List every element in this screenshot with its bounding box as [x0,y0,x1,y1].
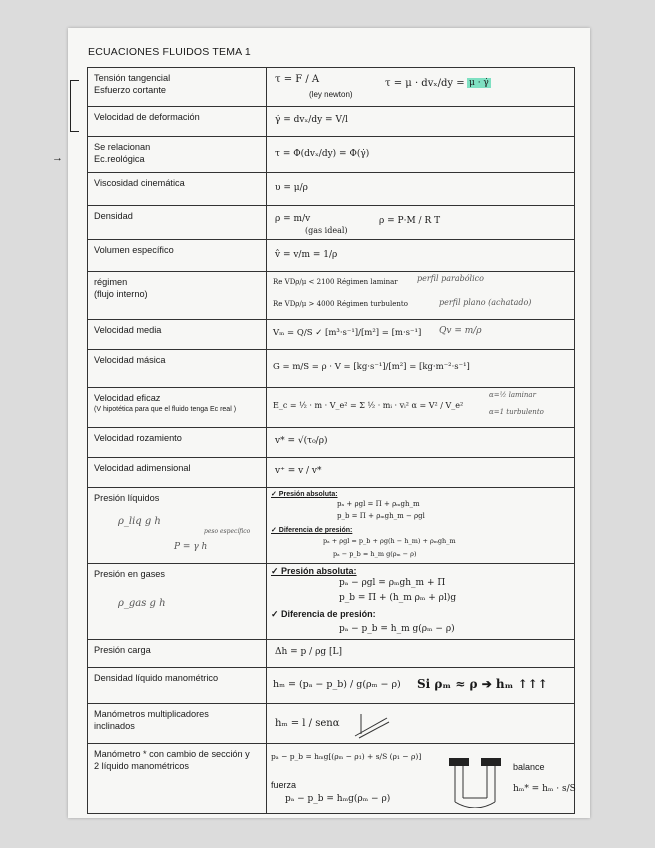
row-label: Velocidad adimensional [88,458,267,487]
handwritten-note-3: peso específico [204,528,251,535]
formula-1: Δh = p / ρg [L] [275,647,342,657]
table-row-dimensionless-velocity [87,458,575,488]
formula-1: Re VDρ/μ < 2100 Régimen laminar [273,278,398,286]
formula-1: E_c = ½ · m · V_e² = Σ ½ · mᵢ · vᵢ² α = V² / V_e² [273,401,464,410]
row-content [267,107,574,136]
table-row-head-pressure [87,640,575,668]
row-content [267,350,574,387]
row-label [88,388,267,427]
table-row-mass-velocity [87,350,575,388]
formula-1: τ = Φ(dvₓ/dy) = Φ(γ̇) [275,149,370,159]
table-row-deformation [87,107,575,137]
equation-3: pₐ + ρgl = p_b + ρg(h − h_m) + ρₘgh_m [323,537,456,545]
row-label: régimen (flujo interno) [88,272,267,319]
row-content [267,137,574,172]
heading-pressure-difference: ✓ Diferencia de presión: [271,609,376,619]
row-content [267,240,574,271]
formula-2: τ = μ · dvₓ/dy = [385,78,465,89]
table-row-effective-velocity [87,388,575,428]
formula-1: pₐ − p_b = hₘg[(ρₘ − ρ₁) + s/S (ρ₁ − ρ)] [271,752,422,761]
table-row-two-liquid-manometer [87,744,575,814]
handwritten-note-1: Qv = m/ρ [439,326,482,336]
row-label: Manómetro * con cambio de sección y 2 líquido manométricos [88,744,267,813]
row-content [267,320,574,349]
formula-2: Re VDρ/μ > 4000 Régimen turbulento [273,300,408,308]
table-row-manometric-density [87,668,575,704]
formula-1: v* = √(τ₀/ρ) [275,436,328,446]
row-label: Densidad líquido manométrico [88,668,267,703]
handwritten-note-1: ρ_liq g h [118,516,161,527]
row-content [267,744,574,813]
formula-1: hₘ = l / senα [275,718,340,729]
row-content [267,668,574,703]
equation-4: pₐ − p_b = h_m g(ρₘ − ρ) [333,550,417,558]
handwritten-note-2: perfil plano (achatado) [439,298,532,307]
table-row-kinematic-viscosity [87,173,575,206]
handwritten-note-1: α=½ laminar [489,391,536,399]
equation-2: p_b = Π + (h_m ρₘ + ρl)g [339,593,457,603]
table-row-mean-velocity [87,320,575,350]
equation-1: pₐ + ρgl = Π + ρₘgh_m [337,500,420,508]
row-label: Presión líquidos [88,488,267,563]
document-title: ECUACIONES FLUIDOS TEMA 1 [88,46,251,58]
formula-1: ρ = m/v [275,214,311,224]
row-label: Densidad [88,206,267,239]
formula-label: fuerza [271,780,297,790]
row-label: Presión en gases [88,564,267,639]
handwritten-note-2: P = γ h [174,542,208,552]
equation-2: p_b = Π + ρₘgh_m − ρgl [337,512,425,520]
row-label: Manómetros multiplicadores inclinados [88,704,267,743]
handwritten-note-2: α=1 turbulento [489,408,544,416]
row-label: Viscosidad cinemática [88,173,267,205]
row-content [267,428,574,457]
row-label-note: (V hipotética para que el fluido tenga Ec real ) [94,406,237,413]
table-row-inclined-manometer [87,704,575,744]
manometer-diagram [445,752,505,808]
formula-1: τ = F / A [275,74,320,85]
row-content [267,640,574,667]
table-row-shear-stress [87,67,575,107]
row-label: Tensión tangencial Esfuerzo cortante [88,68,267,106]
heading-absolute-pressure: ✓ Presión absoluta: [271,491,338,498]
row-content [267,564,574,639]
equation-3: pₐ − p_b = h_m g(ρₘ − ρ) [339,624,455,634]
inclined-tube-diagram [351,710,391,740]
row-label: Presión carga [88,640,267,667]
formula-note: (ley newton) [309,90,353,99]
table-row-gas-pressure [87,564,575,640]
formula-1: v̂ = v/m = 1/ρ [275,250,338,260]
handwritten-note-1: perfil parabólico [417,274,484,283]
row-content [267,488,574,563]
formula-highlight: μ · γ̇ [469,78,489,88]
formula-1: υ = μ/ρ [275,183,308,193]
row-content [267,206,574,239]
heading-pressure-difference: ✓ Diferencia de presión: [271,527,353,534]
row-label: Velocidad media [88,320,267,349]
formula-2: Si ρₘ ≈ ρ ➔ hₘ ↑↑↑ [417,677,548,691]
formula-1: G = m/S = ρ · V = [kg·s⁻¹]/[m²] = [kg·m⁻²·s⁻¹] [273,362,470,372]
table-row-regime [87,272,575,320]
formula-2: ρ = P·M / R T [379,216,441,226]
row-content [267,68,574,106]
table-row-rheological [87,137,575,173]
formula-2: pₐ − p_b = hₘg(ρₘ − ρ) [285,794,391,804]
margin-arrow-mark: → [52,152,63,164]
equation-1: pₐ − ρgl = ρₘgh_m + Π [339,578,446,588]
row-label: Velocidad másica [88,350,267,387]
handwritten-note-1: ρ_gas g h [118,598,166,609]
row-label-text: Velocidad eficaz [94,393,161,403]
row-content [267,458,574,487]
table-row-density [87,206,575,240]
heading-absolute-pressure: ✓ Presión absoluta: [271,566,357,576]
formula-note: (gas ideal) [305,226,348,235]
formula-1: γ̇ = dvₓ/dy = V/l [275,115,348,125]
row-label: Volumen específico [88,240,267,271]
row-content [267,173,574,205]
formula-1: hₘ = (pₐ − p_b) / g(ρₘ − ρ) [273,679,401,690]
row-content [267,272,574,319]
table-row-liquid-pressure [87,488,575,564]
table-row-specific-volume [87,240,575,272]
balance-label: balance [513,762,545,772]
balance-formula: hₘ* = hₘ · s/S [513,784,576,794]
formula-1: v⁺ = v / v* [275,466,322,476]
row-label: Se relacionan Ec.reológica [88,137,267,172]
formula-1: Vₘ = Q/S ✓ [m³·s⁻¹]/[m²] = [m·s⁻¹] [273,328,422,338]
row-content [267,704,574,743]
row-content [267,388,574,427]
row-label: Velocidad de deformación [88,107,267,136]
row-label: Velocidad rozamiento [88,428,267,457]
margin-bracket [70,80,79,132]
table-row-friction-velocity [87,428,575,458]
